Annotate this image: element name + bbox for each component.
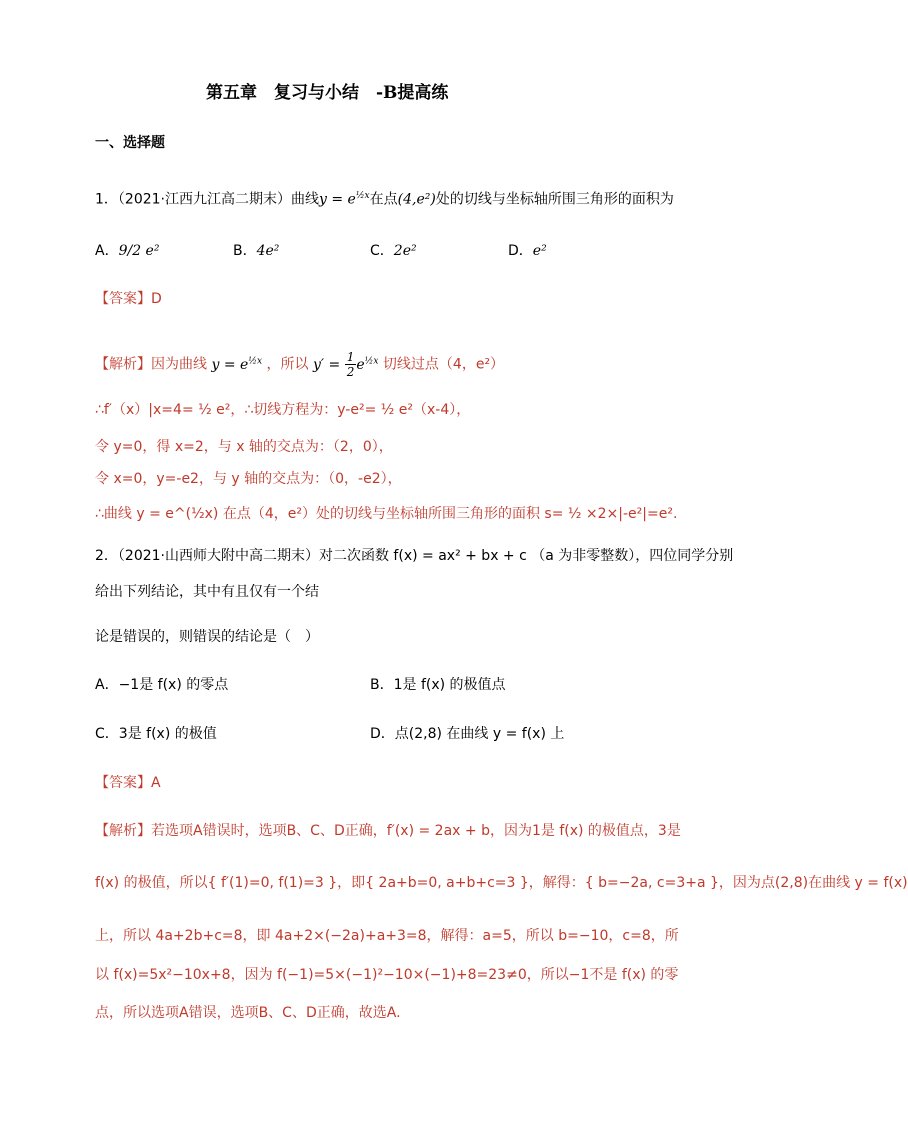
q1-sol1-a: 【解析】因为曲线 bbox=[95, 356, 207, 373]
q1-solution-line-5: ∴曲线 y = e^(½x) 在点（4，e²）处的切线与坐标轴所围三角形的面积 s= ½ ×2×|-e²|=e². bbox=[95, 506, 678, 522]
q2-option-c bbox=[95, 723, 217, 743]
q1-stem-exp: ½x bbox=[355, 191, 370, 201]
q1-stem-prefix: 1．（2021·江西九江高二期末）曲线 bbox=[95, 191, 319, 208]
q2-solution-line-3: 上，所以 4a+2b+c=8，即 4a+2×(−2a)+a+3=8，解得：a=5，所以 b=−10，c=8，所 bbox=[95, 928, 679, 944]
q2-option-a-value: −1是 f(x) 的零点 bbox=[118, 677, 229, 693]
q2-stem-line-3: 论是错误的，则错误的结论是（ ） bbox=[95, 629, 319, 645]
q2-option-a bbox=[95, 674, 228, 694]
q1-option-d-value: e² bbox=[532, 243, 547, 259]
q2-answer: 【答案】A bbox=[95, 775, 161, 791]
q2-solution-line-5: 点，所以选项A错误，选项B、C、D正确，故选A. bbox=[95, 1005, 401, 1021]
q1-stem-math: y = e bbox=[319, 191, 356, 208]
q2-stem-line-2: 给出下列结论，其中有且仅有一个结 bbox=[95, 584, 319, 600]
q1-option-b-label: B． bbox=[233, 243, 257, 259]
q1-stem-mid: 在点 bbox=[369, 191, 398, 208]
q1-sol1-b: ，所以 bbox=[266, 356, 309, 373]
q1-option-d bbox=[508, 240, 547, 260]
q1-option-c bbox=[370, 240, 417, 260]
section-heading: 一、选择题 bbox=[95, 135, 165, 151]
q1-solution-line-1 bbox=[95, 350, 504, 379]
q2-option-c-value: 3是 f(x) 的极值 bbox=[118, 726, 217, 742]
q1-option-a-value: 9/2 e² bbox=[118, 243, 160, 259]
q1-solution-line-2: ∴f′（x）|x=4= ½ e²，∴切线方程为：y-e²= ½ e²（x-4）， bbox=[95, 402, 471, 418]
q1-stem-point: (4,e²) bbox=[397, 191, 436, 208]
q2-solution-line-2: f(x) 的极值，所以{ f′(1)=0, f(1)=3 }，即{ 2a+b=0, a+b+c=3 }，解得：{ b=−2a, c=3+a }，因为点(2,8)在曲线 y = f(x) bbox=[95, 875, 908, 891]
q2-option-d-value: 点(2,8) 在曲线 y = f(x) 上 bbox=[394, 726, 565, 742]
q2-solution-line-4: 以 f(x)=5x²−10x+8，因为 f(−1)=5×(−1)²−10×(−1)+8=23≠0，所以−1不是 f(x) 的零 bbox=[95, 967, 679, 983]
q1-option-c-label: C． bbox=[370, 243, 394, 259]
q1-option-b-value: 4e² bbox=[256, 243, 280, 259]
q1-stem bbox=[95, 187, 674, 209]
q2-option-d-label: D． bbox=[370, 726, 395, 742]
q2-option-c-label: C． bbox=[95, 726, 119, 742]
q1-answer: 【答案】D bbox=[95, 291, 162, 307]
q2-option-b-label: B． bbox=[370, 677, 394, 693]
q1-sol1-c: 切线过点（4，e²） bbox=[382, 356, 505, 373]
q1-option-a bbox=[95, 240, 159, 260]
q1-stem-suffix: 处的切线与坐标轴所围三角形的面积为 bbox=[435, 191, 674, 208]
q1-sol1-curve: $y = e^{\frac{1}{2}x}$ bbox=[211, 355, 263, 373]
q1-sol1-derivative: y′ = $\frac{1}{2}$ $e^{\frac{1}{2}x}$ bbox=[313, 350, 379, 379]
q2-stem-line-1: 2．（2021·山西师大附中高二期末）对二次函数 f(x) = ax² + bx + c （a 为非零整数），四位同学分别 bbox=[95, 548, 734, 564]
q1-solution-line-4: 令 x=0，y=-e2，与 y 轴的交点为：（0，-e2）， bbox=[95, 471, 402, 487]
q2-option-a-label: A． bbox=[95, 677, 119, 693]
q2-option-b bbox=[370, 674, 506, 694]
q2-option-d bbox=[370, 723, 564, 743]
q2-option-b-value: 1是 f(x) 的极值点 bbox=[393, 677, 506, 693]
q1-option-a-label: A． bbox=[95, 243, 119, 259]
page-title: 第五章 复习与小结 -B提高练 bbox=[206, 83, 449, 103]
q1-solution-line-3: 令 y=0，得 x=2，与 x 轴的交点为：（2，0）， bbox=[95, 439, 393, 455]
q2-solution-line-1: 【解析】若选项A错误时，选项B、C、D正确，f′(x) = 2ax + b，因为1是 f(x) 的极值点，3是 bbox=[95, 823, 681, 839]
q1-option-b bbox=[233, 240, 279, 260]
q1-option-c-value: 2e² bbox=[393, 243, 417, 259]
q1-option-d-label: D． bbox=[508, 243, 533, 259]
